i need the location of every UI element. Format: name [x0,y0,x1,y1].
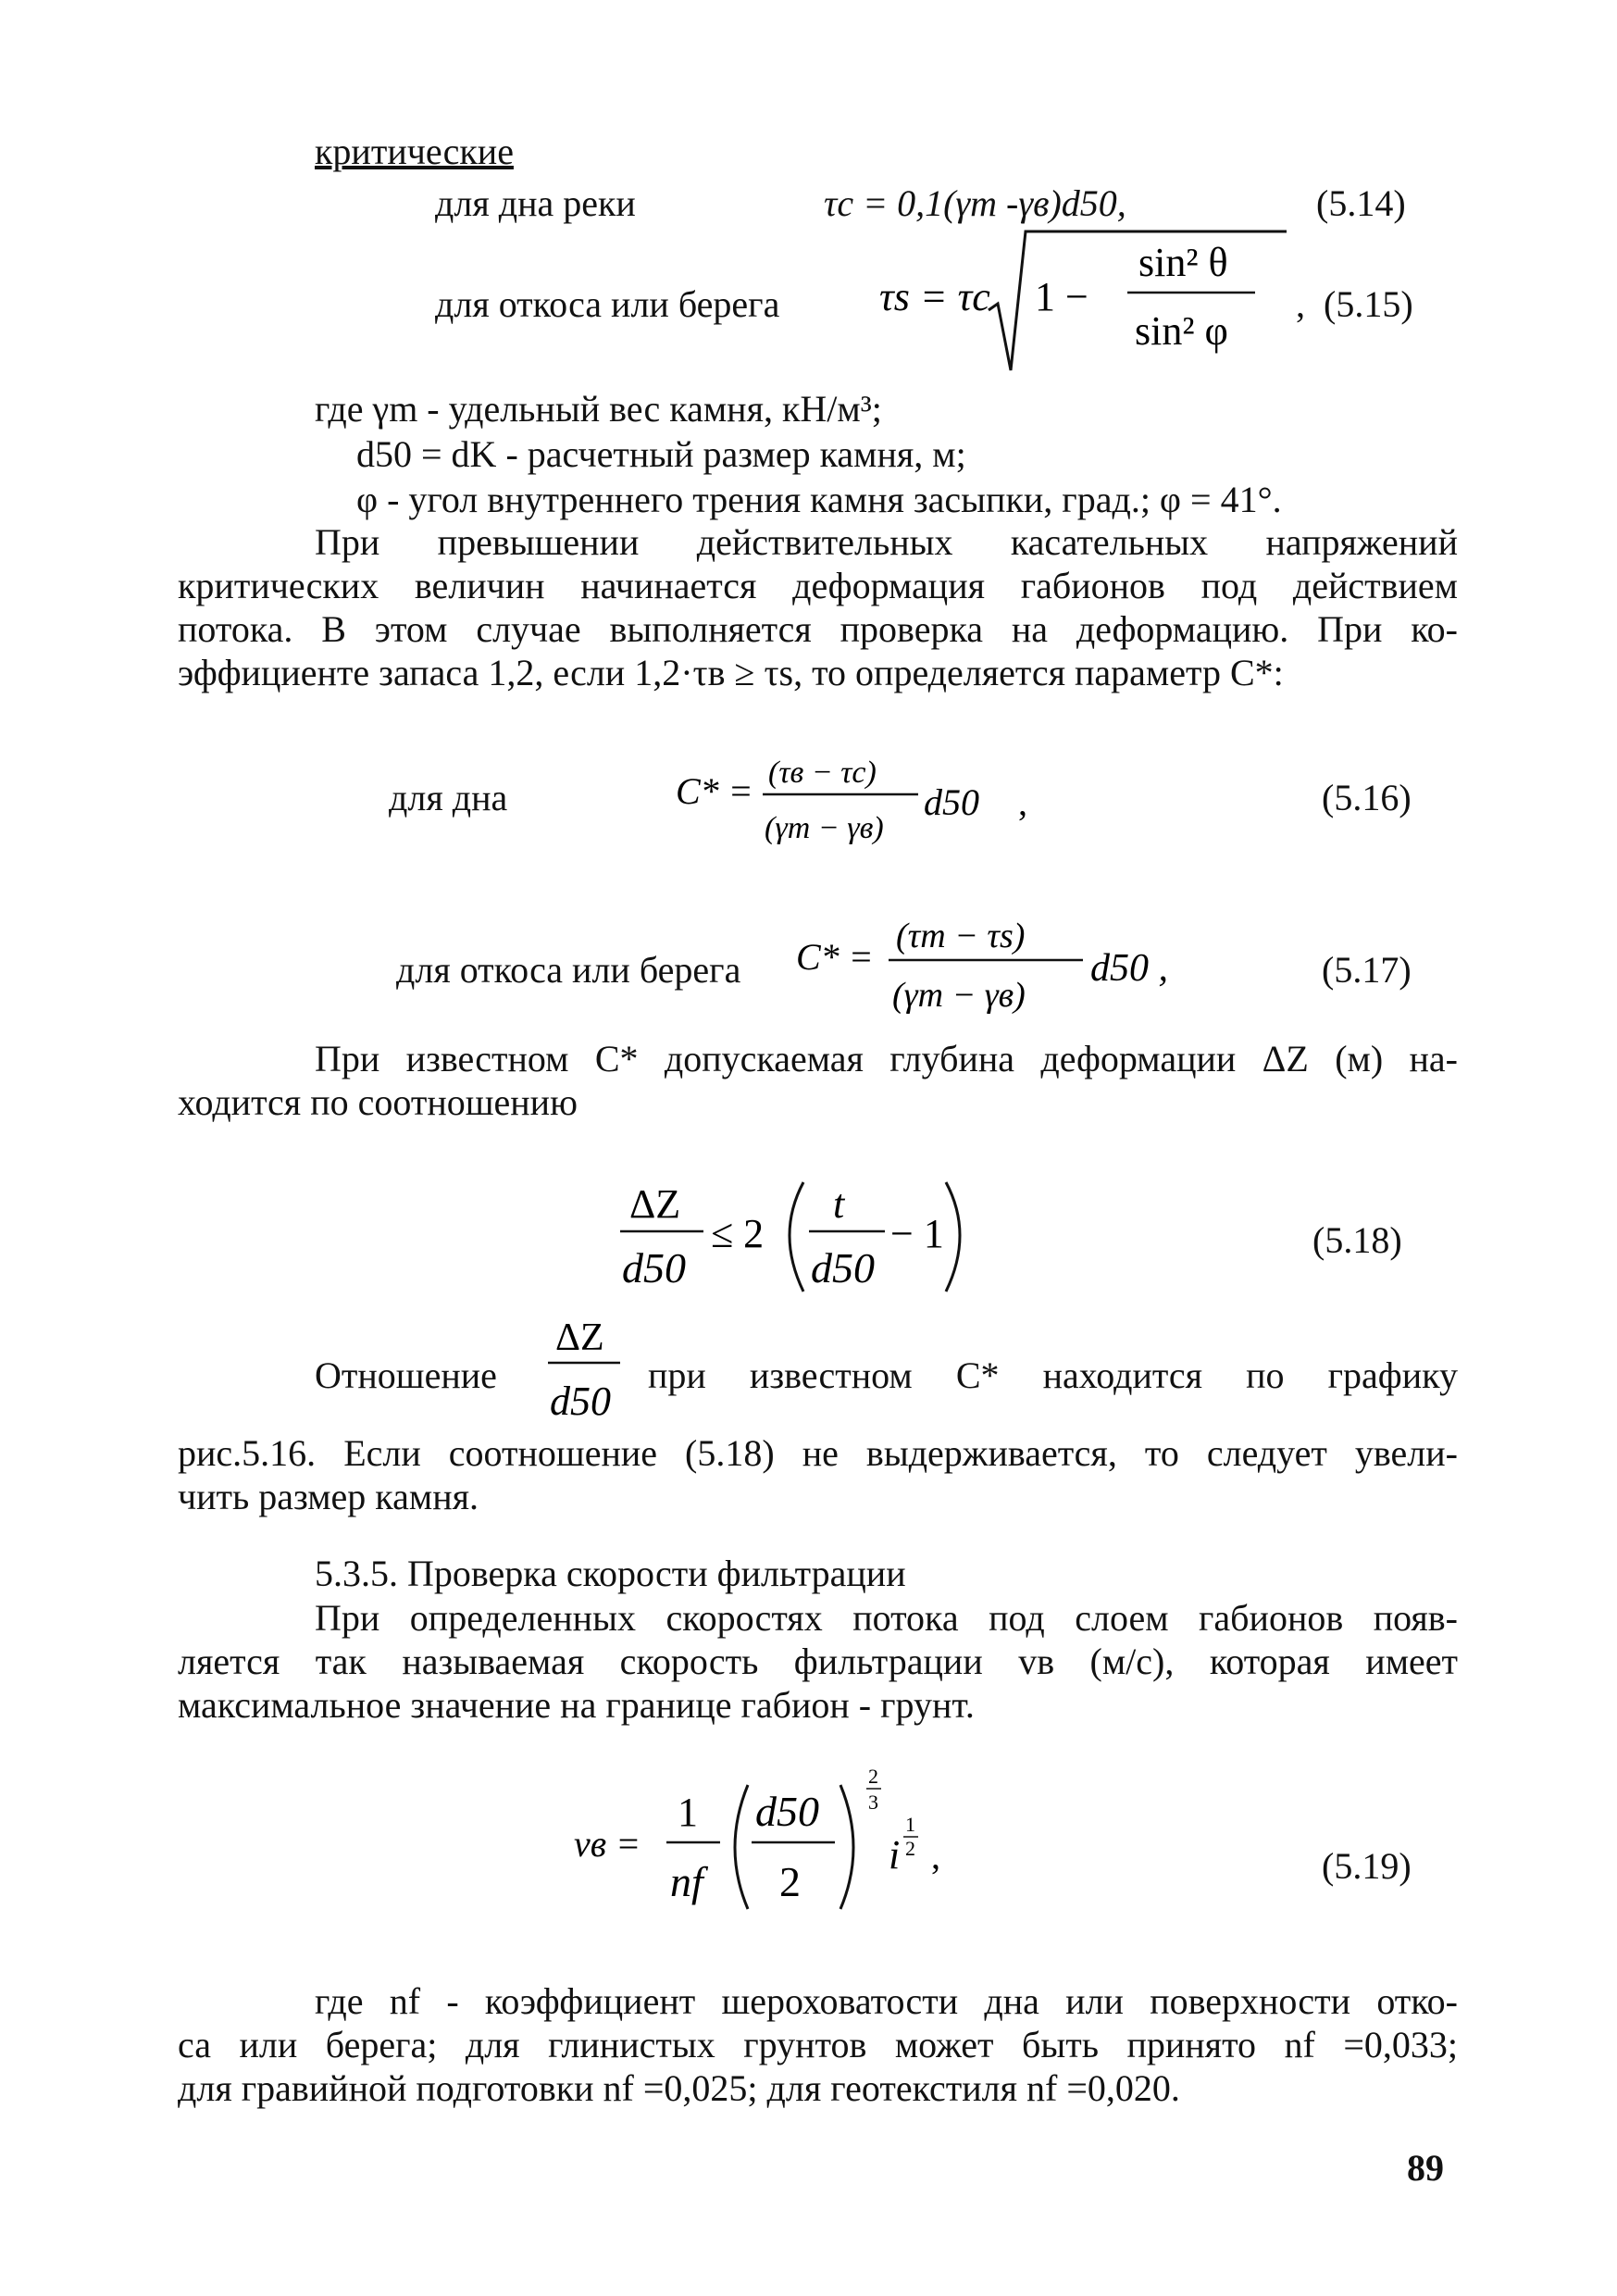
eq515-one-minus: 1 − [1035,274,1088,319]
paragraph-5 [178,1979,1458,2110]
p2-line-2: ходится по соотношению [178,1081,578,1123]
where-line-2: d50 = dK - расчетный размер камня, м; [356,433,966,475]
eq519-d50: d50 [755,1788,819,1835]
p5-line-1: где nf - коэффициент шероховатости дна или поверхности отко- [315,1980,1458,2022]
eq519-formula [574,1759,963,1926]
eq515-num: sin² θ [1138,240,1228,285]
p1-line-3: потока. В этом случае выполняется проверка на деформацию. При ко- [178,608,1458,650]
eq516-tail: d50 [924,781,979,823]
paragraph-1 [178,520,1458,694]
eq519-lhs: vв = [574,1823,641,1865]
eq515-label: для откоса или берега [435,283,780,325]
p1-line-2: критических величин начинается деформация габионов под действием [178,565,1458,606]
where-line-1: где γm - удельный вес камня, кН/м³; [315,388,882,430]
eq515-formula [879,222,1305,380]
ratio-den: d50 [550,1379,611,1424]
eq518-formula [611,1162,981,1310]
eq518-in-num: t [833,1181,845,1227]
eq516-comma: , [1018,781,1027,823]
eq518-in-den: d50 [811,1244,875,1292]
eq516-lhs: C* = [676,770,753,812]
eq517-label: для откоса или берега [396,949,741,991]
p1-line-1: При превышении действительных касательных напряжений [315,521,1458,563]
eq519-number: (5.19) [1322,1845,1412,1887]
eq514-label: для дна реки [435,182,636,224]
paragraph-4 [178,1596,1458,1727]
eq518-minus-one: − 1 [890,1211,944,1256]
eq517-den: (γm − γв) [892,976,1026,1015]
paragraph-2 [178,1037,1458,1124]
p1-line-4: эффициенте запаса 1,2, если 1,2·τв ≥ τs, то определяется параметр C*: [178,652,1284,693]
section-heading: 5.3.5. Проверка скорости фильтрации [315,1553,906,1594]
eq517-formula [796,903,1185,1032]
eq516-num: (τв − τc) [768,755,877,790]
paragraph-3 [178,1431,1458,1518]
eq519-exp-den: 3 [868,1791,878,1814]
ratio-rest: при известном C* находится по графику [648,1354,1458,1396]
p4-line-3: максимальное значение на границе габион - грунт. [178,1684,975,1726]
p5-line-3: для гравийной подготовки nf =0,025; для геотекстиля nf =0,020. [178,2067,1180,2109]
eq514-formula: τc = 0,1(γm -γв)d50, [824,182,1126,224]
eq514-number: (5.14) [1316,182,1406,224]
eq519-exp-num: 2 [868,1765,878,1788]
p5-line-2: са или берега; для глинистых грунтов может быть принято nf =0,033; [178,2024,1458,2065]
eq516-den: (γm − γв) [765,811,884,845]
eq519-i: i [889,1832,901,1878]
p3-line-1: рис.5.16. Если соотношение (5.18) не выдерживается, то следует увели- [178,1432,1458,1474]
ratio-fraction [544,1305,628,1435]
eq516-label: для дна [389,777,508,818]
eq518-rel: ≤ 2 [711,1211,765,1256]
eq516-formula [676,741,1046,870]
p3-line-2: чить размер камня. [178,1476,479,1517]
eq518-lhs-num: ΔZ [629,1181,681,1227]
eq519-i-exp-num: 1 [905,1813,915,1836]
eq516-number: (5.16) [1322,777,1412,818]
p4-line-1: При определенных скоростях потока под слоем габионов появ- [315,1597,1458,1639]
eq517-lhs: C* = [796,936,874,978]
where-line-3: φ - угол внутреннего трения камня засыпки, град.; φ = 41°. [356,479,1282,520]
eq515-number: , (5.15) [1296,283,1413,325]
eq519-i-exp-den: 2 [905,1837,915,1860]
eq519-comma: , [931,1835,940,1877]
p4-line-2: ляется так называемая скорость фильтрации vв (м/с), которая имеет [178,1641,1458,1682]
eq519-one: 1 [678,1790,698,1835]
eq517-tail: d50 , [1090,947,1168,990]
p2-line-1: При известном C* допускаемая глубина деформации ΔZ (м) на- [315,1038,1458,1079]
eq517-number: (5.17) [1322,949,1412,991]
ratio-num: ΔZ [555,1316,604,1359]
eq517-num: (τm − τs) [896,917,1026,955]
eq518-number: (5.18) [1312,1219,1402,1261]
eq515-den: sin² φ [1135,308,1228,354]
eq519-nf: nf [670,1858,703,1905]
page-number: 89 [1407,2147,1444,2189]
heading-critical: критические [315,131,514,172]
eq518-lhs-den: d50 [622,1244,686,1292]
ratio-word: Отношение [315,1354,497,1396]
eq519-two: 2 [779,1858,801,1905]
eq515-number-text: (5.15) [1324,283,1413,325]
eq515-lhs: τs = τc [879,274,990,319]
